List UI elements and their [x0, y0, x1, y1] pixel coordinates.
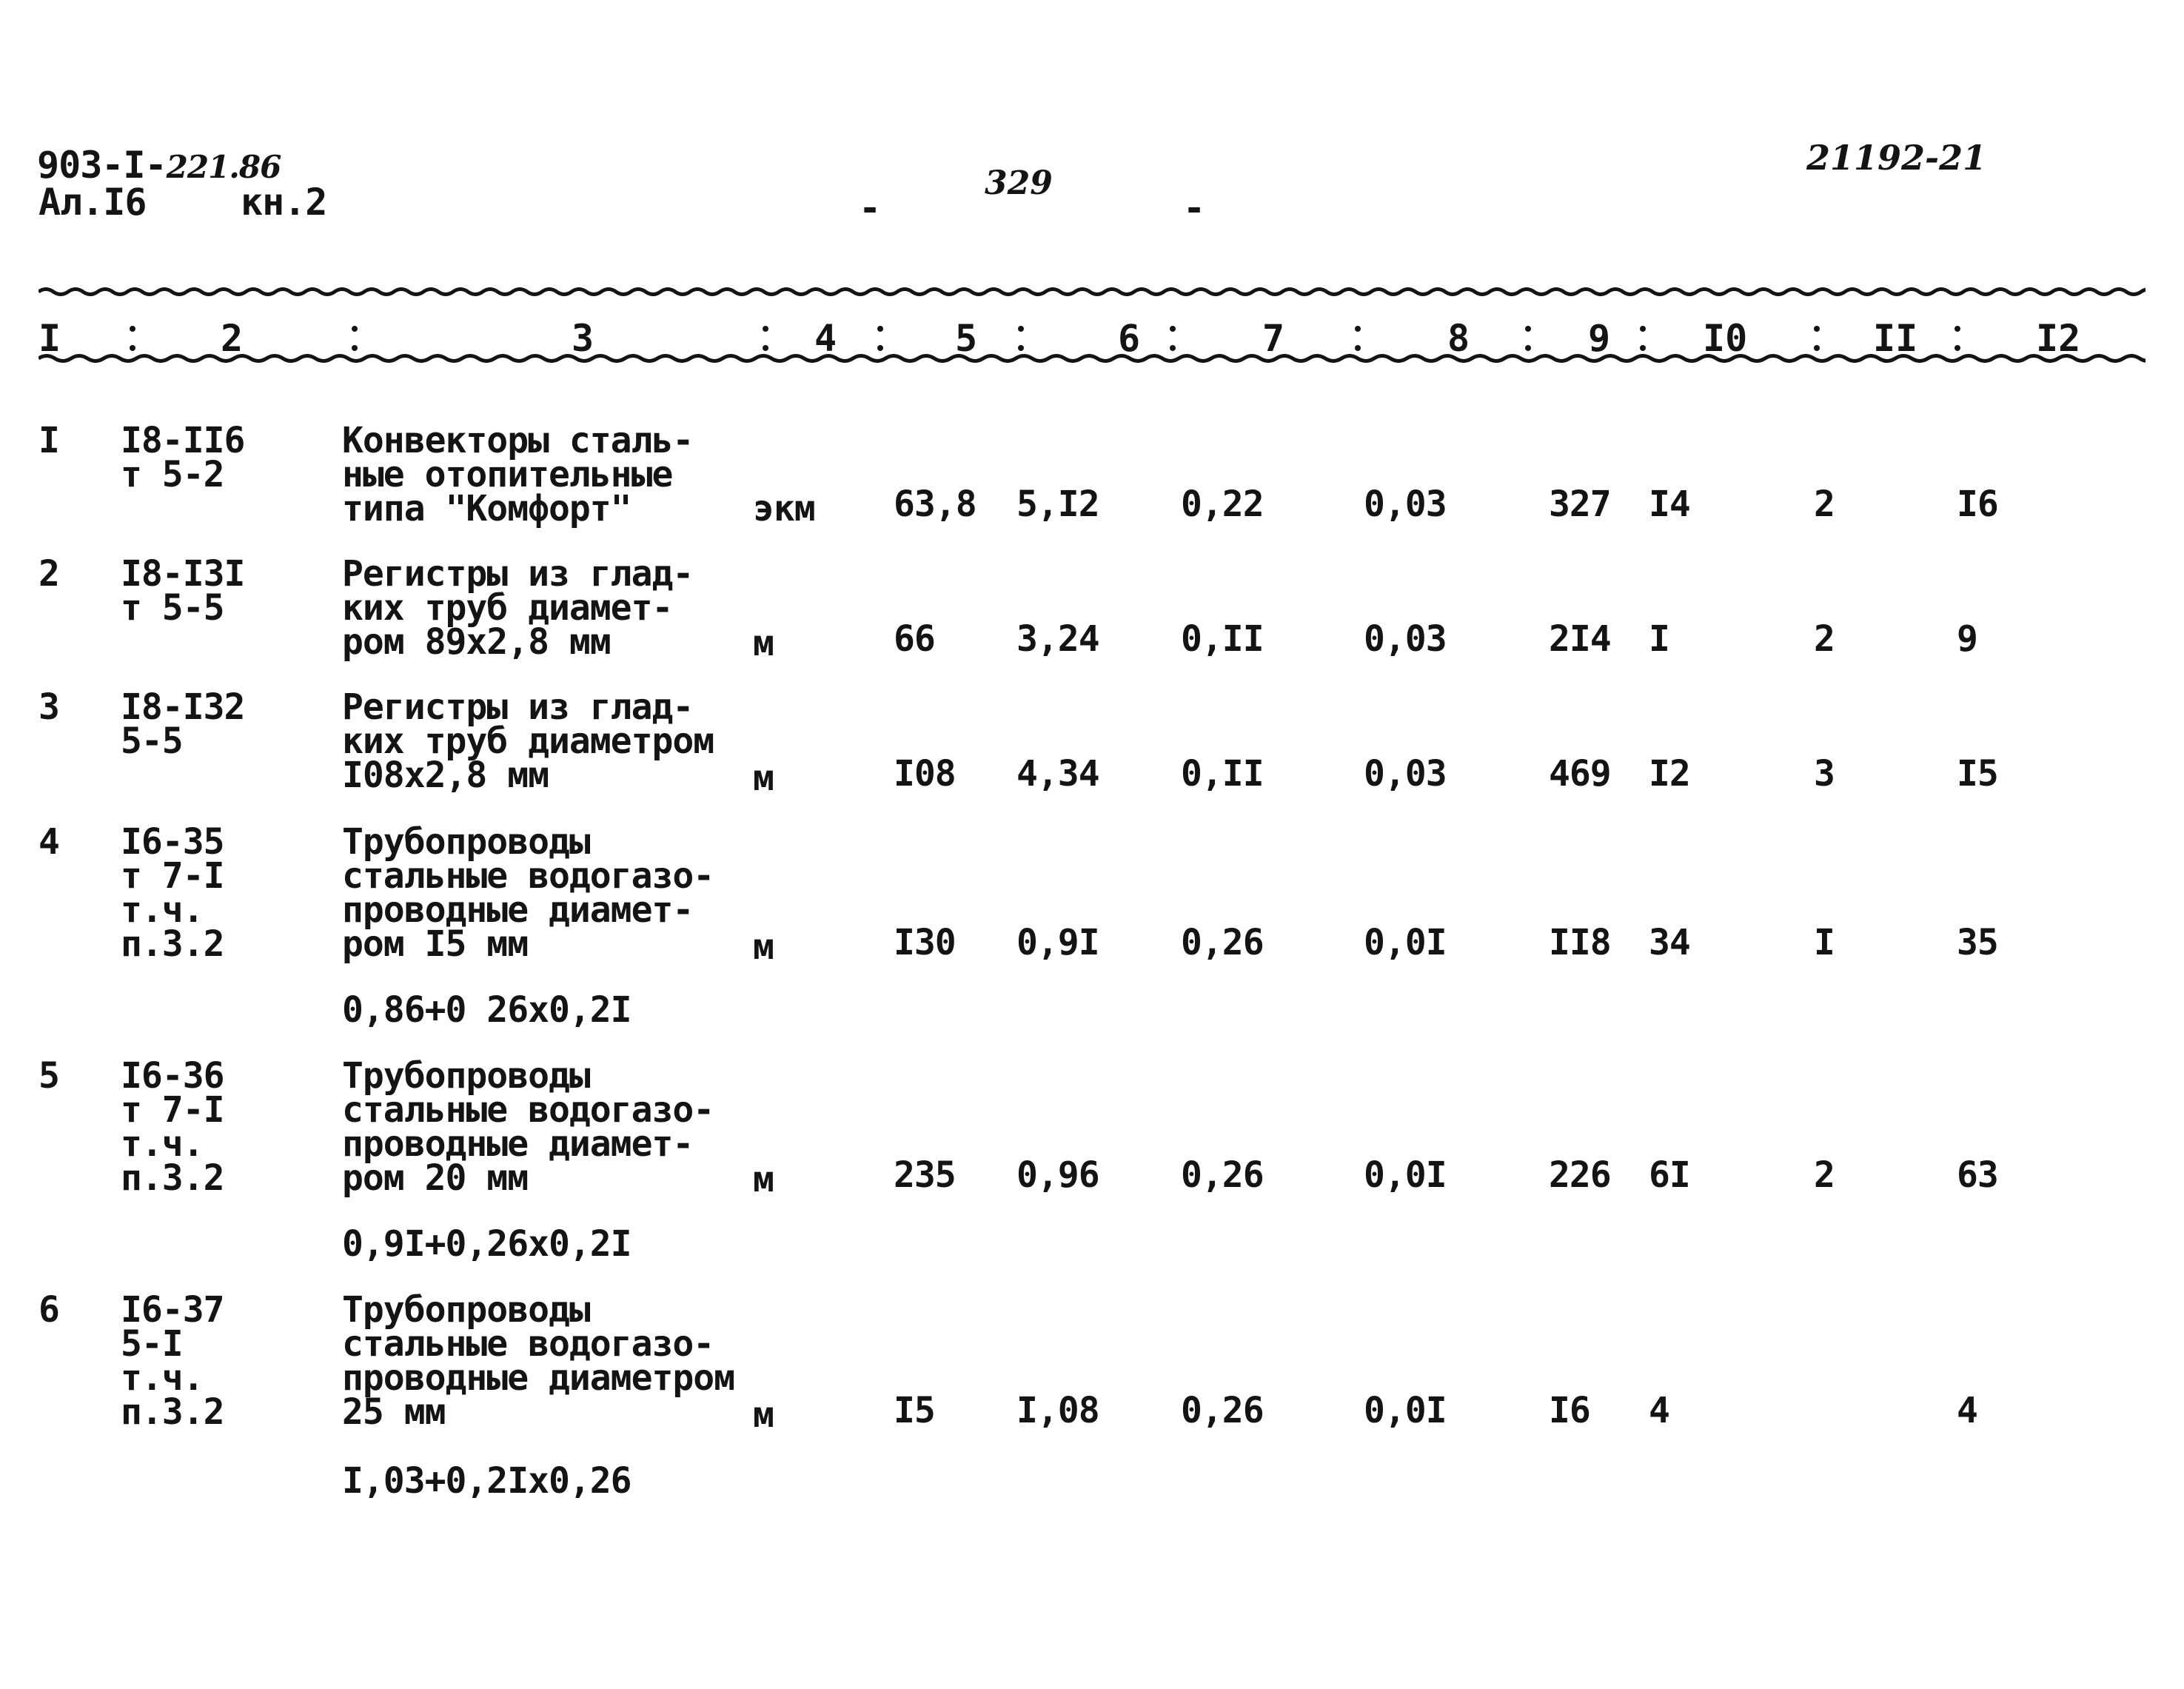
work-description: Регистры из глад- ких труб диамет- ром 89х2,8 мм: [342, 553, 694, 663]
document-code-prefix: 903-I-: [37, 144, 167, 187]
calculation-note: 0,86+0 26х0,2I: [342, 989, 632, 1031]
row-number: 6: [38, 1289, 59, 1331]
cell-col9: I6: [1549, 1390, 1590, 1431]
column-number-9: 9: [1588, 317, 1611, 360]
bottom-wavy-rule: [38, 348, 2146, 369]
cell-col11: 2: [1814, 484, 1835, 525]
norm-code: I8-I3I т 5-5: [121, 553, 245, 629]
cell-col5: I08: [894, 753, 956, 795]
unit: экм: [753, 488, 815, 529]
column-number-7: 7: [1262, 317, 1285, 360]
page-dash-right: -: [1183, 187, 1205, 230]
cell-col10: 6I: [1649, 1154, 1690, 1196]
column-number-1: I: [38, 317, 61, 360]
unit: м: [753, 757, 774, 799]
cell-col8: 0,03: [1364, 618, 1447, 660]
calculation-note: 0,9I+0,26х0,2I: [342, 1223, 632, 1265]
cell-col8: 0,0I: [1364, 1154, 1447, 1196]
work-description: Регистры из глад- ких труб диаметром I08х2,8 мм: [342, 686, 714, 796]
cell-col7: 0,26: [1181, 1154, 1264, 1196]
book-label: кн.2: [241, 181, 327, 224]
column-number-10: I0: [1703, 317, 1748, 360]
cell-col10: 34: [1649, 922, 1690, 963]
cell-col8: 0,03: [1364, 753, 1447, 795]
cell-col7: 0,22: [1181, 484, 1264, 525]
column-number-12: I2: [2036, 317, 2081, 360]
cell-col9: 327: [1549, 484, 1611, 525]
norm-code: I6-37 5-I т.ч. п.3.2: [121, 1289, 224, 1433]
unit: м: [753, 926, 774, 968]
cell-col9: 2I4: [1549, 618, 1611, 660]
cell-col7: 0,II: [1181, 753, 1264, 795]
cell-col10: I4: [1649, 484, 1690, 525]
page-number: 329: [985, 164, 1053, 202]
document-code: [37, 144, 281, 187]
cell-col12: 35: [1957, 922, 1998, 963]
document-code-handwritten: 221.86: [166, 149, 281, 185]
unit: м: [753, 623, 774, 664]
cell-col6: 5,I2: [1016, 484, 1099, 525]
cell-col6: 0,9I: [1016, 922, 1099, 963]
norm-code: I8-I32 5-5: [121, 686, 245, 762]
page-dash-left: -: [859, 187, 881, 230]
top-wavy-rule: [38, 281, 2146, 302]
row-number: 3: [38, 686, 59, 728]
cell-col9: II8: [1549, 922, 1611, 963]
cell-col7: 0,26: [1181, 1390, 1264, 1431]
row-number: 2: [38, 553, 59, 595]
cell-col12: 4: [1957, 1390, 1977, 1431]
work-description: Конвекторы сталь- ные отопительные типа "Комфорт": [342, 420, 694, 529]
column-number-5: 5: [955, 317, 978, 360]
work-description: Трубопроводы стальные водогазо- проводные диамет- ром 20 мм: [342, 1055, 714, 1199]
norm-code: I8-II6 т 5-2: [121, 420, 245, 495]
cell-col12: I6: [1957, 484, 1998, 525]
cell-col5: 235: [894, 1154, 956, 1196]
row-number: 4: [38, 821, 59, 863]
cell-col12: 9: [1957, 618, 1977, 660]
work-description: Трубопроводы стальные водогазо- проводные диамет- ром I5 мм: [342, 821, 714, 965]
cell-col11: 3: [1814, 753, 1835, 795]
cell-col9: 469: [1549, 753, 1611, 795]
norm-code: I6-35 т 7-I т.ч. п.3.2: [121, 821, 224, 965]
column-number-2: 2: [221, 317, 244, 360]
cell-col10: I: [1649, 618, 1669, 660]
cell-col8: 0,0I: [1364, 1390, 1447, 1431]
cell-col9: 226: [1549, 1154, 1611, 1196]
unit: м: [753, 1394, 774, 1436]
row-number: I: [38, 420, 59, 461]
column-number-11: II: [1873, 317, 1918, 360]
cell-col5: I30: [894, 922, 956, 963]
cell-col11: 2: [1814, 618, 1835, 660]
work-description: Трубопроводы стальные водогазо- проводные диаметром 25 мм: [342, 1289, 735, 1433]
cell-col11: 2: [1814, 1154, 1835, 1196]
norm-code: I6-36 т 7-I т.ч. п.3.2: [121, 1055, 224, 1199]
cell-col7: 0,26: [1181, 922, 1264, 963]
column-number-3: 3: [572, 317, 594, 360]
column-number-8: 8: [1447, 317, 1470, 360]
cell-col7: 0,II: [1181, 618, 1264, 660]
cell-col12: 63: [1957, 1154, 1998, 1196]
row-number: 5: [38, 1055, 59, 1097]
cell-col6: I,08: [1016, 1390, 1099, 1431]
column-number-6: 6: [1118, 317, 1141, 360]
cell-col8: 0,03: [1364, 484, 1447, 525]
cell-col6: 0,96: [1016, 1154, 1099, 1196]
cell-col8: 0,0I: [1364, 922, 1447, 963]
cell-col5: 63,8: [894, 484, 977, 525]
cell-col10: I2: [1649, 753, 1690, 795]
cell-col11: I: [1814, 922, 1835, 963]
cell-col6: 3,24: [1016, 618, 1099, 660]
column-number-4: 4: [814, 317, 837, 360]
calculation-note: I,03+0,2Iх0,26: [342, 1460, 632, 1502]
cell-col10: 4: [1649, 1390, 1669, 1431]
cell-col5: 66: [894, 618, 935, 660]
archive-number: 21192-21: [1806, 138, 1987, 178]
sheet-label: Ал.I6: [38, 181, 147, 224]
cell-col5: I5: [894, 1390, 935, 1431]
cell-col6: 4,34: [1016, 753, 1099, 795]
cell-col12: I5: [1957, 753, 1998, 795]
unit: м: [753, 1159, 774, 1200]
